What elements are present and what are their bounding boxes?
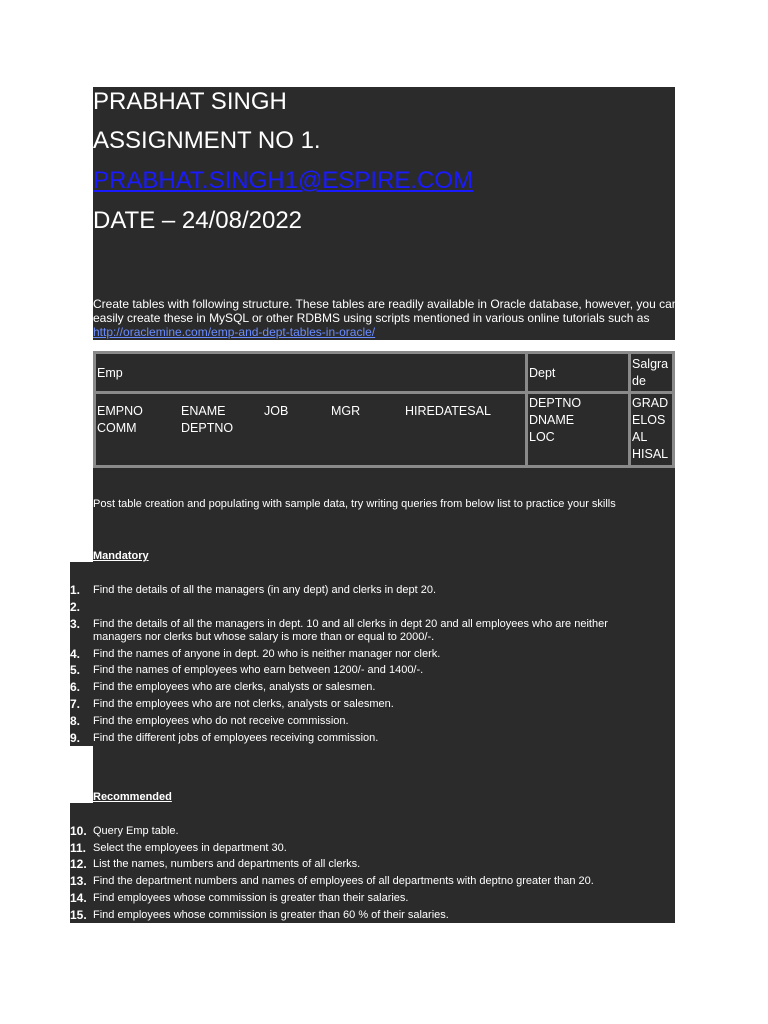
item-number: 13.	[70, 874, 87, 888]
emp-header-cell	[96, 354, 525, 391]
item-number: 14.	[70, 891, 87, 905]
salgrade-col-4: HISAL	[632, 447, 669, 461]
emp-col-empno: EMPNO	[97, 404, 143, 418]
salgrade-header-cell	[631, 354, 672, 391]
author-name: PRABHAT SINGH	[93, 88, 287, 115]
item-text: Find the details of all the managers in dept. 10 and all clerks in dept 20 and all employees who are neither managers nor clerks but whose salary is more than or equal to 2000/-.	[93, 618, 608, 643]
schema-table	[93, 351, 675, 468]
dept-col-dname: DNAME	[529, 413, 575, 427]
item-text: Find the employees who are clerks, analysts or salesmen.	[93, 681, 376, 693]
item-text: Find the employees who are not clerks, analysts or salesmen.	[93, 698, 394, 710]
intro-text: Create tables with following structure. These tables are readily available in Oracle database, however, you can easily create these in MySQL or other RDBMS using scripts mentioned in various online tutorials such as	[93, 297, 679, 325]
item-number: 1.	[70, 583, 81, 597]
salgrade-header-l2: de	[632, 374, 646, 388]
item-number: 11.	[70, 841, 87, 855]
assignment-title: ASSIGNMENT NO 1.	[93, 127, 321, 154]
emp-header: Emp	[97, 366, 123, 380]
dept-col-deptno: DEPTNO	[529, 396, 582, 410]
dept-header-cell	[528, 354, 628, 391]
item-number: 12.	[70, 857, 87, 871]
salgrade-columns-cell	[631, 394, 672, 465]
mandatory-heading: Mandatory	[93, 550, 149, 562]
item-number: 7.	[70, 697, 81, 711]
item-number: 5.	[70, 663, 81, 677]
item-text: Find employees whose commission is greater than their salaries.	[93, 892, 409, 904]
item-number: 2.	[70, 600, 81, 614]
emp-columns-cell	[96, 394, 525, 465]
salgrade-col-2: ELOS	[632, 413, 666, 427]
item-text: Find the department numbers and names of employees of all departments with deptno greater than 20.	[93, 875, 594, 887]
emp-col-ename: ENAME	[181, 404, 226, 418]
intro-paragraph	[93, 297, 683, 339]
date-line: DATE – 24/08/2022	[93, 207, 303, 234]
emp-col-mgr: MGR	[331, 404, 361, 418]
emp-col-comm: COMM	[97, 421, 137, 435]
item-number: 9.	[70, 731, 81, 745]
item-number: 8.	[70, 714, 81, 728]
item-text: Find the employees who do not receive commission.	[93, 715, 349, 727]
item-text: List the names, numbers and departments of all clerks.	[93, 858, 361, 870]
item-text: Query Emp table.	[93, 825, 179, 837]
salgrade-col-3: AL	[632, 430, 648, 444]
item-text: Find the details of all the managers (in any dept) and clerks in dept 20.	[93, 584, 437, 596]
salgrade-header-l1: Salgra	[632, 357, 669, 371]
emp-col-hiredatesal: HIREDATESAL	[405, 404, 491, 418]
item-number: 4.	[70, 647, 81, 661]
dept-col-loc: LOC	[529, 430, 555, 444]
post-creation-text: Post table creation and populating with sample data, try writing queries from below list to practice your skills	[93, 498, 616, 510]
item-number: 6.	[70, 680, 81, 694]
item-number: 15.	[70, 908, 87, 922]
emp-col-job: JOB	[264, 404, 289, 418]
dept-columns-cell	[528, 394, 628, 465]
item-text: Find the names of employees who earn between 1200/- and 1400/-.	[93, 664, 424, 676]
salgrade-col-1: GRAD	[632, 396, 669, 410]
item-text: Select the employees in department 30.	[93, 842, 287, 854]
oraclemine-link[interactable]: http://oraclemine.com/emp-and-dept-tables-in-oracle/	[93, 325, 376, 339]
item-number: 3.	[70, 617, 81, 631]
item-text: Find employees whose commission is greater than 60 % of their salaries.	[93, 909, 449, 921]
emp-col-deptno: DEPTNO	[181, 421, 234, 435]
item-text: Find the names of anyone in dept. 20 who is neither manager nor clerk.	[93, 648, 441, 660]
dept-header: Dept	[529, 366, 556, 380]
email-link[interactable]: PRABHAT.SINGH1@ESPIRE.COM	[93, 167, 473, 194]
item-text: Find the different jobs of employees receiving commission.	[93, 732, 379, 744]
recommended-heading: Recommended	[93, 791, 172, 803]
item-number: 10.	[70, 824, 87, 838]
